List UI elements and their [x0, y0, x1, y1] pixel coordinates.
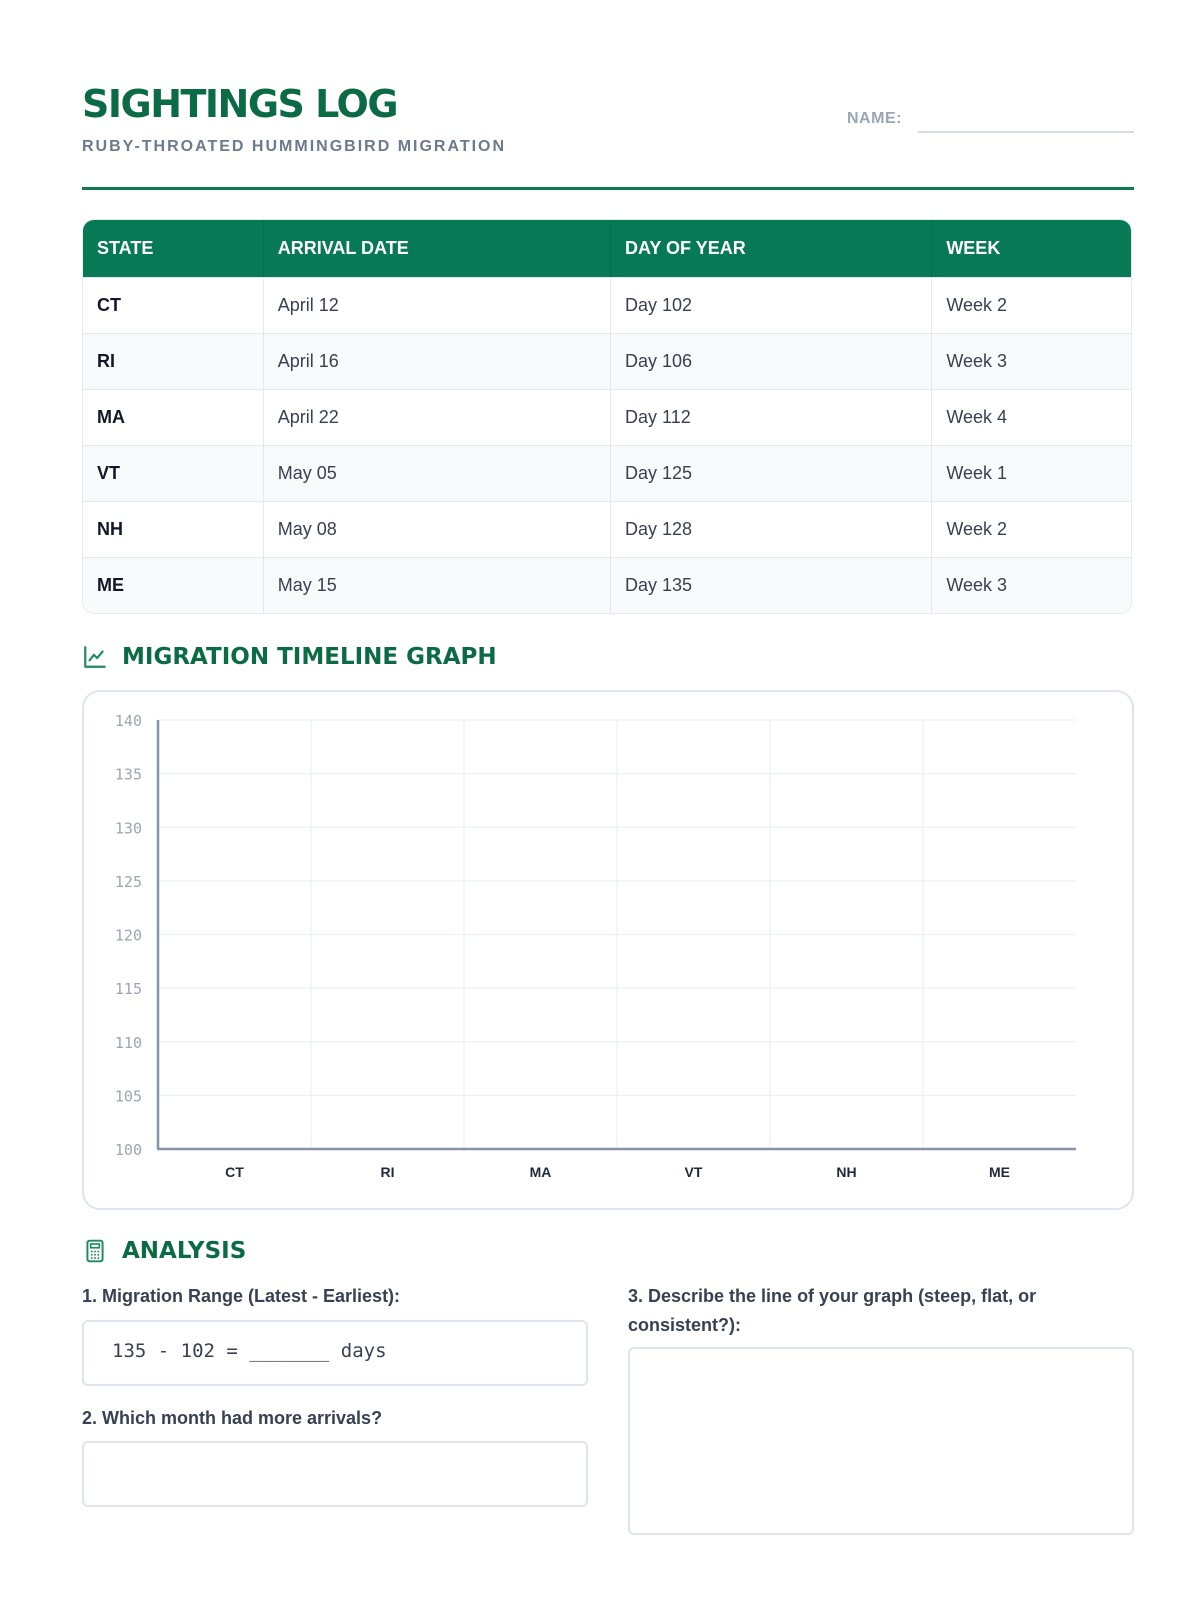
day-of-year-cell: Day 128: [611, 501, 932, 557]
y-axis-ticks: [115, 712, 142, 1159]
column-header-state: STATE: [83, 220, 264, 277]
y-tick-label: 105: [114, 1087, 142, 1106]
question-3-label: 3. Describe the line of your graph (steep, flat, or consistent?):: [628, 1286, 1037, 1335]
table-row: [83, 501, 1131, 557]
page-subtitle: RUBY-THROATED HUMMINGBIRD MIGRATION: [82, 138, 507, 155]
week-cell: Week 2: [932, 277, 1131, 333]
table-row: [83, 333, 1131, 389]
migration-graph[interactable]: [82, 690, 1134, 1210]
arrival-date-cell: May 08: [264, 501, 611, 557]
name-label: NAME:: [847, 110, 902, 127]
analysis-section-title: ANALYSIS: [122, 1238, 247, 1264]
state-cell: MA: [83, 389, 264, 445]
table-row: [83, 389, 1131, 445]
calculator-icon: [82, 1238, 108, 1264]
graph-section-title: MIGRATION TIMELINE GRAPH: [122, 644, 497, 670]
day-of-year-cell: Day 135: [611, 557, 932, 613]
table-row: [83, 557, 1131, 613]
arrival-date-cell: April 12: [264, 277, 611, 333]
analysis-section-heading: [82, 1238, 246, 1264]
arrival-date-cell: April 22: [264, 389, 611, 445]
y-tick-label: 120: [114, 926, 142, 945]
x-tick-label: RI: [380, 1164, 395, 1180]
state-cell: VT: [83, 445, 264, 501]
line-chart-icon: [82, 644, 108, 670]
question-3-answer-box[interactable]: [628, 1347, 1134, 1535]
table-row: [83, 277, 1131, 333]
week-cell: Week 1: [932, 445, 1131, 501]
state-cell: ME: [83, 557, 264, 613]
state-cell: NH: [83, 501, 264, 557]
question-2-answer-box[interactable]: [82, 1441, 588, 1507]
x-tick-label: MA: [529, 1164, 552, 1180]
name-input-line[interactable]: [918, 131, 1134, 133]
worksheet-page: [82, 0, 1132, 1600]
column-header-week: WEEK: [932, 220, 1131, 277]
table-row: [83, 445, 1131, 501]
state-cell: CT: [83, 277, 264, 333]
week-cell: Week 4: [932, 389, 1131, 445]
arrival-date-cell: April 16: [264, 333, 611, 389]
y-tick-label: 100: [114, 1141, 142, 1159]
y-tick-label: 125: [114, 872, 142, 891]
y-tick-label: 135: [114, 765, 142, 784]
day-of-year-cell: Day 112: [611, 389, 932, 445]
x-axis-ticks: [225, 1164, 1010, 1180]
chart-grid: [158, 720, 1076, 1149]
x-tick-label: VT: [684, 1164, 703, 1180]
x-tick-label: ME: [989, 1164, 1010, 1180]
sightings-table: [82, 219, 1132, 614]
day-of-year-cell: Day 106: [611, 333, 932, 389]
question-2-label: 2. Which month had more arrivals?: [82, 1408, 383, 1428]
migration-graph-svg[interactable]: [84, 692, 1132, 1208]
week-cell: Week 3: [932, 557, 1131, 613]
page-title: SIGHTINGS LOG: [82, 82, 398, 126]
range-expression: 135 - 102 = _______ days: [112, 1340, 387, 1362]
column-header-arrival-date: ARRIVAL DATE: [264, 220, 611, 277]
week-cell: Week 3: [932, 333, 1131, 389]
table-header-row: [83, 220, 1131, 277]
y-tick-label: 115: [114, 980, 142, 999]
arrival-date-cell: May 05: [264, 445, 611, 501]
y-tick-label: 110: [114, 1033, 142, 1052]
header-divider: [82, 187, 1134, 190]
graph-section-heading: [82, 644, 497, 670]
day-of-year-cell: Day 125: [611, 445, 932, 501]
day-of-year-cell: Day 102: [611, 277, 932, 333]
y-tick-label: 140: [114, 712, 142, 730]
week-cell: Week 2: [932, 501, 1131, 557]
state-cell: RI: [83, 333, 264, 389]
question-1-answer-box[interactable]: [82, 1320, 588, 1386]
arrival-date-cell: May 15: [264, 557, 611, 613]
question-1-label: 1. Migration Range (Latest - Earliest):: [82, 1286, 401, 1306]
x-tick-label: CT: [225, 1164, 244, 1180]
x-tick-label: NH: [836, 1164, 857, 1180]
column-header-day-of-year: DAY OF YEAR: [611, 220, 932, 277]
y-tick-label: 130: [114, 819, 142, 838]
